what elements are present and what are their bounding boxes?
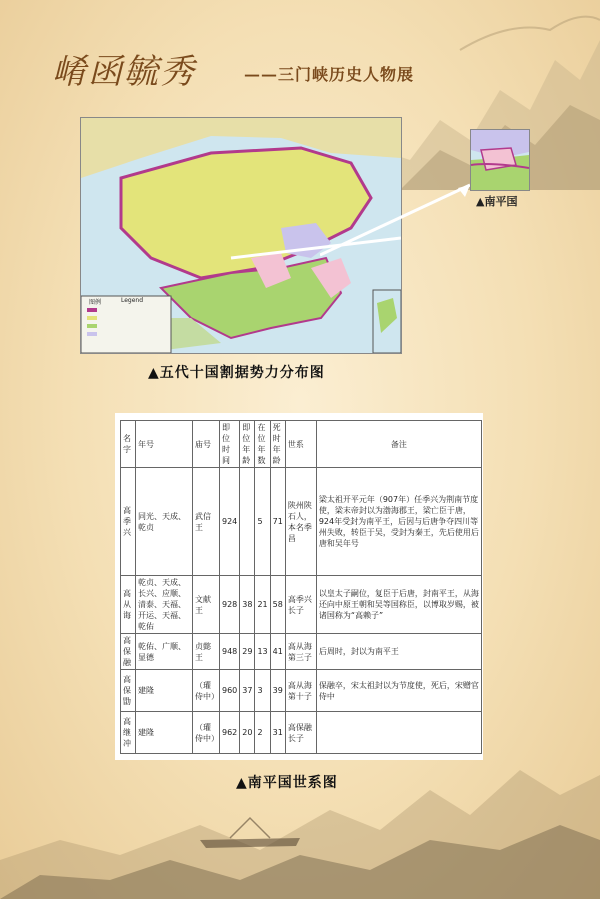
cell-accession-age [240,468,255,576]
header-death-age: 死时年龄 [270,421,285,468]
inset-pointer-arrow [320,180,475,260]
header-accession-age: 即位年龄 [240,421,255,468]
cell-accession-year: 960 [220,670,240,712]
header-lineage: 世系 [285,421,316,468]
cell-lineage: 高从海第三子 [285,634,316,670]
map-caption: ▲五代十国割据势力分布图 [148,365,325,381]
inset-caption: ▲南平国 [476,195,518,208]
table-row [121,576,482,634]
cell-reign-years: 21 [255,576,270,634]
cell-lineage: 高从海第十子 [285,670,316,712]
cell-reign-years: 2 [255,712,270,754]
cell-death-age: 71 [270,468,285,576]
cell-accession-year: 962 [220,712,240,754]
cell-temple-name: 文献王 [193,576,220,634]
header-notes: 备注 [316,421,481,468]
cell-name: 高保融 [121,634,136,670]
cell-reign-years: 13 [255,634,270,670]
page-subtitle: ——三门峡历史人物展 [244,65,415,84]
cell-notes: 保融卒，宋太祖封以为节度使，死后，宋赠官侍中 [316,670,481,712]
cell-death-age: 41 [270,634,285,670]
header-temple-name: 庙号 [193,421,220,468]
map-legend-title: 图例 [89,299,102,306]
cell-accession-year: 924 [220,468,240,576]
nanping-inset-map [470,129,530,191]
cell-notes [316,712,481,754]
header-era: 年号 [136,421,193,468]
header-accession-year: 即位时间 [220,421,240,468]
table-row [121,670,482,712]
table-row [121,634,482,670]
lineage-table-card [115,413,483,760]
cell-temple-name: （瓘侍中） [193,670,220,712]
table-row [121,712,482,754]
cell-era: 建隆 [136,712,193,754]
cell-temple-name: 贞懿王 [193,634,220,670]
cell-name: 高继冲 [121,712,136,754]
cell-accession-age: 38 [240,576,255,634]
cell-lineage: 高季兴长子 [285,576,316,634]
cell-accession-age: 29 [240,634,255,670]
cell-reign-years: 5 [255,468,270,576]
cell-temple-name: （瓘侍中） [193,712,220,754]
cell-notes: 梁太祖开平元年（907年）任季兴为荆南节度使，梁末帝封以为渤海郡王，梁亡臣于唐，924年受封为南平王，后因与后唐争夺四川等州失败，转臣于吴，受封为秦王，先后使用后唐和吴年号 [316,468,481,576]
cell-era: 乾佑、广顺、显德 [136,634,193,670]
header-name: 名字 [121,421,136,468]
cell-temple-name: 武信王 [193,468,220,576]
table-caption: ▲南平国世系图 [236,775,338,791]
cell-era: 乾贞、天成、长兴、应顺、清泰、天福、开运、天福、乾佑 [136,576,193,634]
cell-death-age: 31 [270,712,285,754]
cell-accession-age: 37 [240,670,255,712]
cell-accession-year: 948 [220,634,240,670]
header-reign-years: 在位年数 [255,421,270,468]
cell-name: 高季兴 [121,468,136,576]
cell-reign-years: 3 [255,670,270,712]
cell-accession-year: 928 [220,576,240,634]
inset-map-drawing [471,130,529,190]
map-legend-title-en: Legend [121,297,144,304]
table-row [121,468,482,576]
lineage-table [120,420,482,754]
page-title: 崤函毓秀 [52,52,196,92]
cell-death-age: 58 [270,576,285,634]
cell-accession-age: 20 [240,712,255,754]
cell-era: 同光、天成、乾贞 [136,468,193,576]
cell-name: 高保勖 [121,670,136,712]
cell-lineage: 高保融长子 [285,712,316,754]
table-header-row [121,421,482,468]
cell-notes: 后周时，封以为南平王 [316,634,481,670]
cell-name: 高从诲 [121,576,136,634]
cell-lineage: 陕州陕石人，本名季昌 [285,468,316,576]
cell-era: 建隆 [136,670,193,712]
cell-death-age: 39 [270,670,285,712]
cell-notes: 以皇太子嗣位，复臣于后唐，封南平王，从海还向中原王朝和吴等国称臣，以博取岁赐，被诸国称为“高赖子” [316,576,481,634]
page-header [52,40,452,100]
